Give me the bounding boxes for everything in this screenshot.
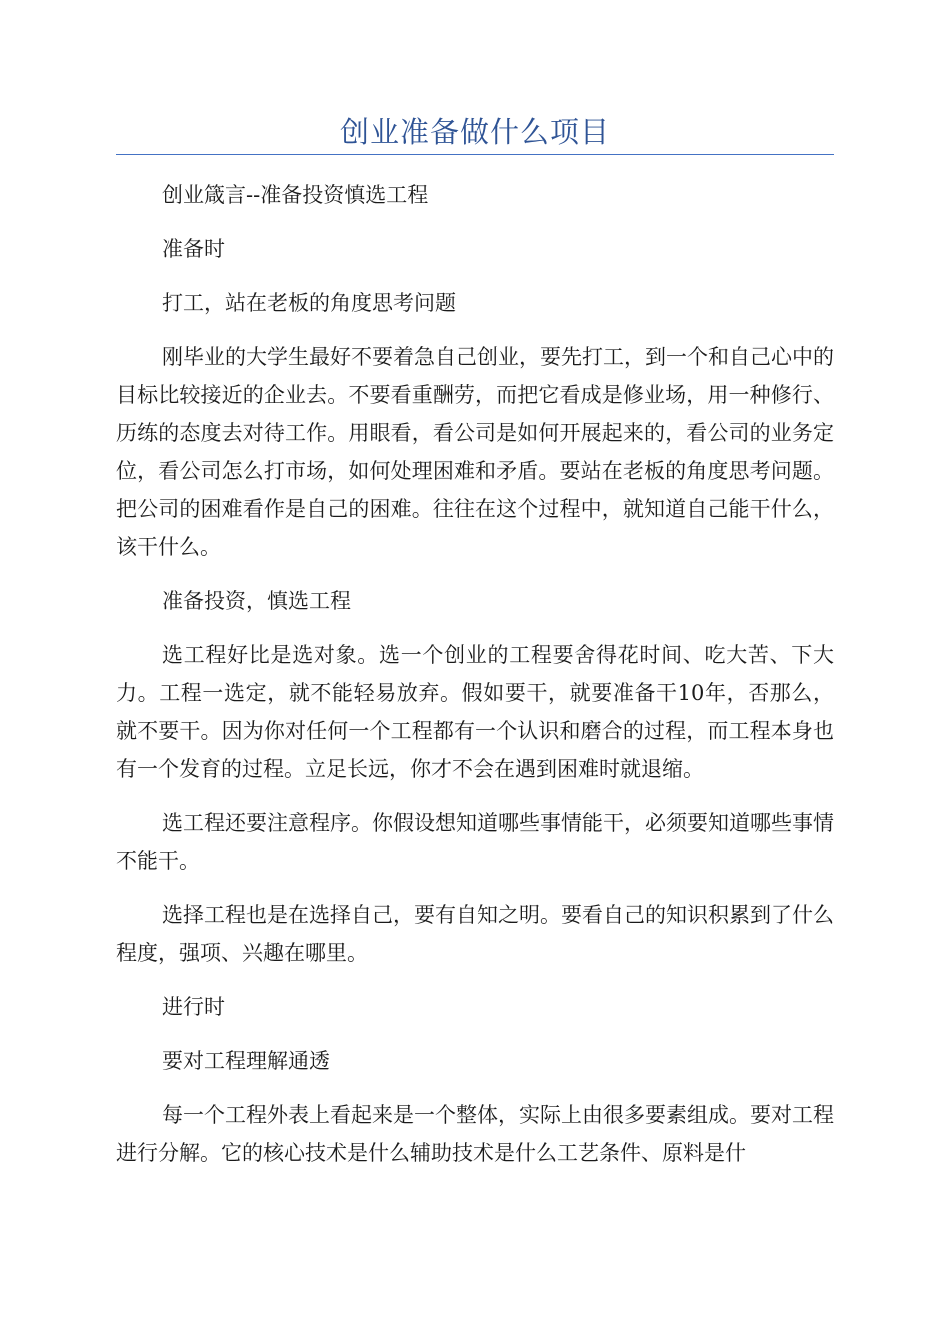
paragraph-self-knowledge: 选择工程也是在选择自己，要有自知之明。要看自己的知识积累到了什么程度，强项、兴趣在哪里。 — [116, 903, 834, 965]
heading-in-progress: 进行时 — [162, 995, 225, 1019]
document-title: 创业准备做什么项目 — [339, 115, 610, 149]
document-body — [116, 176, 834, 1188]
title-underline — [116, 154, 834, 155]
paragraph-procedure: 选工程还要注意程序。你假设想知道哪些事情能干，必须要知道哪些事情不能干。 — [116, 811, 834, 873]
subheading-work-first: 打工，站在老板的角度思考问题 — [162, 291, 456, 315]
paragraph-motto: 创业箴言--准备投资慎选工程 — [162, 183, 429, 207]
heading-preparation: 准备时 — [162, 237, 225, 261]
subheading-understand-project: 要对工程理解通透 — [162, 1049, 330, 1073]
paragraph-work-first: 刚毕业的大学生最好不要着急自己创业，要先打工，到一个和自己心中的目标比较接近的企业去。不要看重酬劳，而把它看成是修业场，用一种修行、历练的态度去对待工作。用眼看，看公司是如何开展起来的，看公司的业务定位，看公司怎么打市场，如何处理困难和矛盾。要站在老板的角度思考问题。把公司的困难看作是自己的困难。往往在这个过程中，就知道自己能干什么，该干什么。 — [116, 345, 834, 559]
subheading-choose-project: 准备投资，慎选工程 — [162, 589, 351, 613]
paragraph-decompose-project: 每一个工程外表上看起来是一个整体，实际上由很多要素组成。要对工程进行分解。它的核心技术是什么辅助技术是什么工艺条件、原料是什 — [116, 1103, 834, 1165]
paragraph-choose-project: 选工程好比是选对象。选一个创业的工程要舍得花时间、吃大苦、下大力。工程一选定，就不能轻易放弃。假如要干，就要准备干10年，否那么，就不要干。因为你对任何一个工程都有一个认识和磨合的过程，而工程本身也有一个发育的过程。立足长远，你才不会在遇到困难时就退缩。 — [116, 643, 834, 781]
